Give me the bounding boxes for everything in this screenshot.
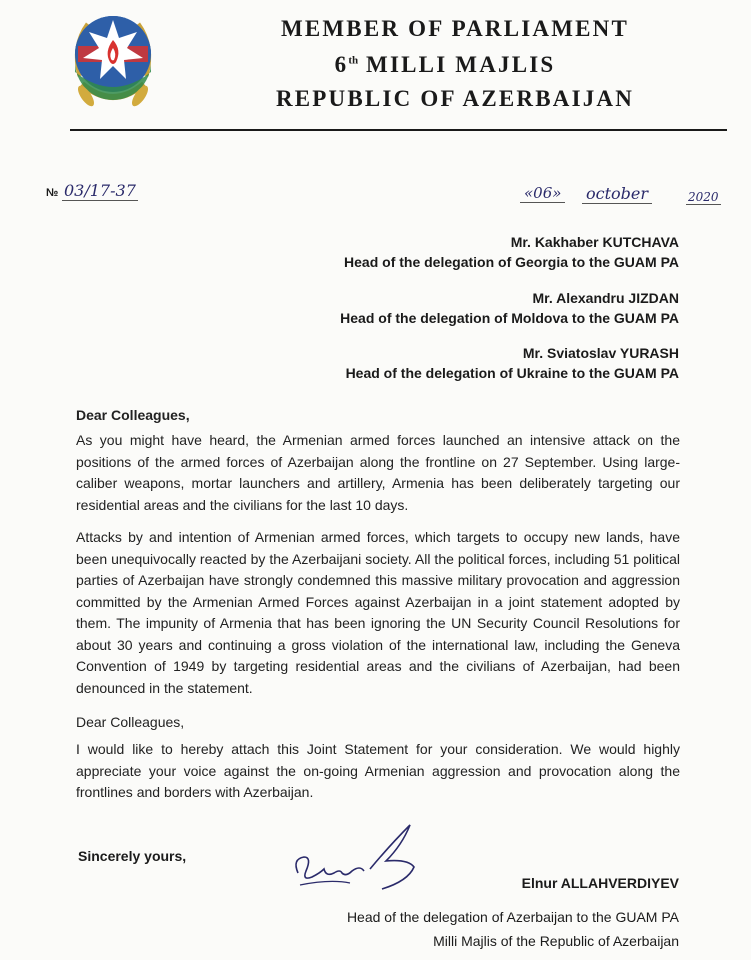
date-month: october xyxy=(582,184,652,204)
header-line-milli-majlis xyxy=(150,52,740,78)
header-milli-majlis-text: MILLI MAJLIS xyxy=(366,52,556,77)
greeting: Dear Colleagues, xyxy=(76,407,190,423)
body-paragraph-2: Attacks by and intention of Armenian armed forces, which targets to occupy new lands, have been unequivocally reacted by the Azerbaijani society. All the political forces, including 51 political parties of Azerbaijan have strongly condemned this massive military provocation and aggression committed by the Armenian Armed Forces against Azerbaijan in a joint statement adopted by them. The impunity of Armenia that has been ignoring the UN Security Council Resolutions for about 30 years and continuing a gross violation of the international law, including the Geneva Convention of 1949 by targeting residential areas and the civilians of Azerbaijan, had been denounced in the statement. xyxy=(76,529,680,696)
handwritten-signature-icon xyxy=(290,815,440,895)
header-line-republic: REPUBLIC OF AZERBAIJAN xyxy=(275,86,635,111)
reference-number: 03/17-37 xyxy=(64,181,136,200)
reference-label: № xyxy=(46,187,59,199)
header-convocation-suffix: th xyxy=(348,54,359,67)
addressee-title: Head of the delegation of Moldova to the GUAM PA xyxy=(340,310,679,326)
addressee-ukraine xyxy=(346,343,679,383)
addressee-name: Mr. Sviatoslav YURASH xyxy=(522,345,679,361)
addressee-title: Head of the delegation of Ukraine to the GUAM PA xyxy=(345,365,679,381)
addressee-moldova xyxy=(340,288,679,328)
addressee-name: Mr. Kakhaber KUTCHAVA xyxy=(510,234,679,250)
closing-salutation: Sincerely yours, xyxy=(78,848,187,864)
addressee-title: Head of the delegation of Georgia to the GUAM PA xyxy=(344,254,679,270)
addressee-georgia xyxy=(344,232,679,272)
body-paragraph-1: As you might have heard, the Armenian armed forces launched an intensive attack on the positions of the armed forces of Azerbaijan along the frontline on 27 September. Using large-caliber weapons, mortar launchers and artillery, Armenia has been deliberately targeting our residential areas and the civilians for the last 10 days. xyxy=(76,432,680,513)
signer-name: Elnur ALLAHVERDIYEV xyxy=(521,875,679,891)
date-year: 2020 xyxy=(688,190,719,204)
signer-title: Head of the delegation of Azerbaijan to the GUAM PA xyxy=(346,909,679,925)
state-emblem-icon xyxy=(66,6,160,116)
date-day: «06» xyxy=(520,184,565,203)
header-divider xyxy=(70,129,727,131)
addressee-name: Mr. Alexandru JIZDAN xyxy=(532,290,679,306)
signer-organization: Milli Majlis of the Republic of Azerbaijan xyxy=(433,933,679,949)
greeting-second: Dear Colleagues, xyxy=(76,714,185,730)
header-convocation-number: 6 xyxy=(334,52,349,77)
body-paragraph-3: I would like to hereby attach this Joint Statement for your consideration. We would highly appreciate your voice against the on-going Armenian aggression and provocation along the frontlines and borders with Azerbaijan. xyxy=(76,741,680,800)
header-line-member-of-parliament: MEMBER OF PARLIAMENT xyxy=(280,16,630,41)
